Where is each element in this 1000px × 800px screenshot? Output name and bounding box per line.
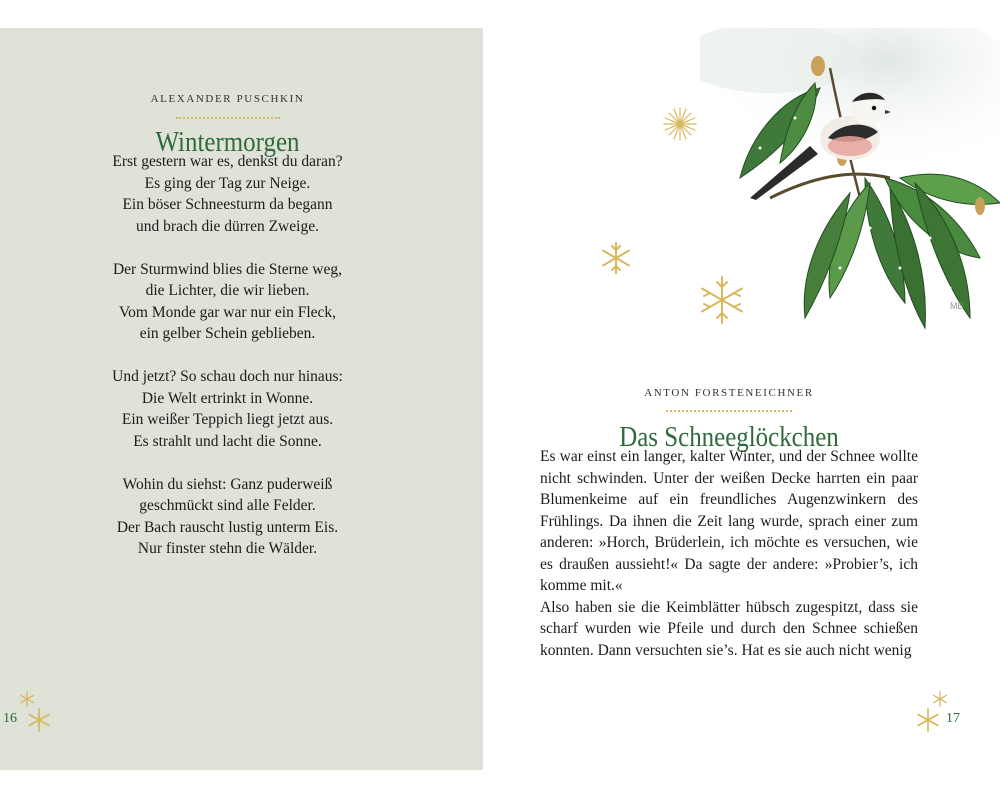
poem-line: Erst gestern war es, denkst du daran? [112, 153, 343, 170]
poem-line: Der Sturmwind blies die Sterne weg, [112, 260, 342, 278]
poem-line: geschmückt sind alle Felder. [139, 497, 316, 514]
poem-line: die Lichter, die wir lieben. [145, 282, 310, 299]
snowflake-icon [18, 690, 36, 708]
story-paragraph: Also haben sie die Keimblätter hübsch zugespitzt, dass sie scharf wurden wie Pfeile und durch den Schnee schießen konnten. Dann versuchten sie’s. Hat es sie auch nicht wenig [540, 598, 918, 659]
poem-stanza [40, 366, 415, 452]
poem-stanza [40, 259, 415, 345]
page-number-left: 16 [3, 711, 17, 726]
poem [40, 151, 415, 581]
poem-line: Es strahlt und lacht die Sonne. [133, 432, 322, 450]
snowflake-icon [598, 240, 634, 276]
right-title: Das Schneeglöckchen [619, 421, 839, 453]
star-burst-icon [662, 106, 698, 142]
snowflake-icon [696, 274, 748, 326]
poem-line: Vom Monde gar war nur ein Fleck, [118, 303, 337, 321]
snowflake-icon [915, 707, 941, 733]
poem-stanza [40, 151, 415, 237]
left-author: ALEXANDER PUSCHKIN [150, 93, 305, 105]
poem-line: Der Bach rauscht lustig unterm Eis. [116, 518, 339, 536]
poem-line: Und jetzt? So schau doch nur hinaus: [112, 368, 343, 385]
snowflake-icon [931, 690, 949, 708]
page-number-right: 17 [946, 711, 960, 726]
poem-line: und brach die dürren Zweige. [136, 217, 319, 235]
poem-line: ein gelber Schein geblieben. [139, 325, 316, 342]
illustration-signature: MB [950, 301, 964, 311]
poem-line: Ein weißer Teppich liegt jetzt aus. [121, 411, 334, 428]
poem-stanza [40, 474, 415, 560]
snowflake-icon [26, 707, 52, 733]
poem-line: Die Welt ertrinkt in Wonne. [141, 389, 314, 407]
right-author: ANTON FORSTENEICHNER [644, 387, 814, 399]
left-dotted-divider [176, 117, 280, 119]
right-dotted-divider [666, 410, 792, 412]
story-paragraph: Es war einst ein langer, kalter Winter, und der Schnee wollte nicht schwinden. Unter der weißen Decke harrten ein paar Blumenkeime auf ein freundliches Augenzwinkern des Frühlings. Da ihnen die Zeit lang wurde, sprach einer zum anderen: »Horch, Brüderlein, ich möchte es versuchen, wie es draußen aussieht!« Da sagte der andere: »Probier’s, ich komme mit.« [540, 448, 918, 594]
poem-line: Nur finster stehn die Wälder. [137, 540, 318, 557]
poem-line: Ein böser Schneesturm da begann [122, 196, 333, 213]
left-title: Wintermorgen [155, 126, 300, 158]
poem-line: Wohin du siehst: Ganz puderweiß [122, 475, 333, 493]
story-text [540, 446, 918, 661]
poem-line: Es ging der Tag zur Neige. [144, 174, 311, 192]
